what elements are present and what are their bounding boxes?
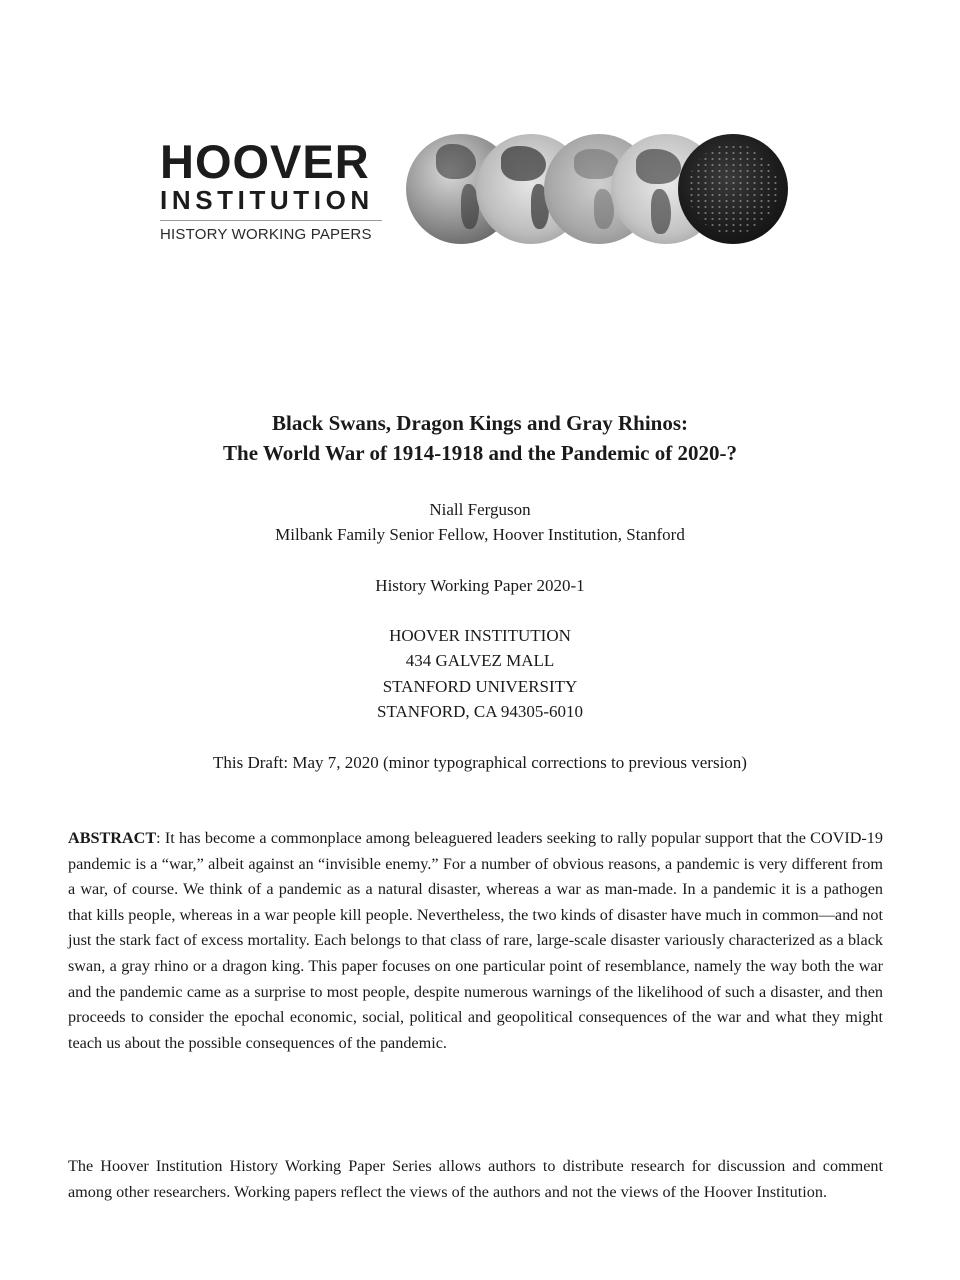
- title-line-1: Black Swans, Dragon Kings and Gray Rhinos:: [271, 411, 688, 435]
- globe-night-icon: [678, 134, 788, 244]
- author-affiliation: Milbank Family Senior Fellow, Hoover Institution, Stanford: [275, 525, 685, 544]
- logo-hoover-text: HOOVER: [160, 135, 370, 188]
- address-line-4: STANFORD, CA 94305-6010: [377, 702, 583, 721]
- abstract-label: ABSTRACT: [68, 829, 157, 847]
- hoover-logo: [160, 135, 385, 243]
- globes-banner-image: [406, 134, 786, 246]
- logo-divider: [160, 220, 382, 221]
- address-line-3: STANFORD UNIVERSITY: [382, 677, 578, 696]
- address-line-2: 434 GALVEZ MALL: [405, 651, 555, 670]
- draft-note: This Draft: May 7, 2020 (minor typographical corrections to previous version): [213, 753, 747, 772]
- abstract-text: : It has become a commonplace among beleaguered leaders seeking to rally popular support that the COVID-19 pandemic is a “war,” albeit against an “invisible enemy.” For a number of obvious reasons, a pandemic is very different from a war, of course. We think of a pandemic as a natural disaster, whereas a war as man-made. In a pandemic it is a pathogen that kills people, whereas in a war people kill people. Nevertheless, the two kinds of disaster have much in common—and not just the stark fact of excess mortality. Each belongs to that class of rare, large-scale disaster variously characterized as a black swan, a gray rhino or a dragon king. This paper focuses on one particular point of resemblance, namely the way both the war and the pandemic came as a surprise to most people, despite numerous warnings of the likelihood of such a disaster, and then proceeds to consider the epochal economic, social, political and geopolitical consequences of the war and what they might teach us about the possible consequences of the pandemic.: [68, 829, 884, 1052]
- logo-subtitle: HISTORY WORKING PAPERS: [160, 226, 372, 243]
- abstract: [68, 826, 883, 1056]
- series-note: The Hoover Institution History Working Paper Series allows authors to distribute research for discussion and comment among other researchers. Working papers reflect the views of the authors and not the views of the Hoover Institution.: [68, 1157, 883, 1201]
- logo-institution-text: INSTITUTION: [160, 185, 374, 215]
- paper-title: [0, 408, 960, 468]
- paper-id: History Working Paper 2020-1: [375, 576, 585, 595]
- author-name: Niall Ferguson: [429, 500, 531, 519]
- title-line-2: The World War of 1914-1918 and the Pandemic of 2020-?: [223, 441, 737, 465]
- address-line-1: HOOVER INSTITUTION: [389, 626, 571, 645]
